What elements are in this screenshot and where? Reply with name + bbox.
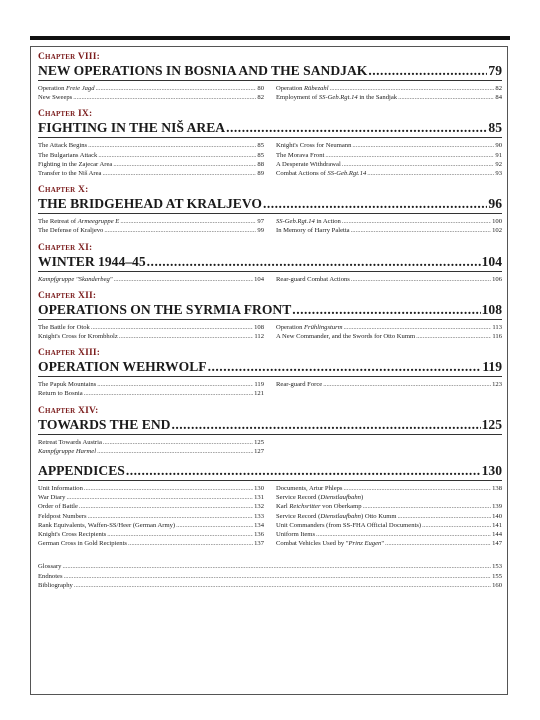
toc-entry[interactable] xyxy=(276,84,502,93)
dot-leader xyxy=(120,217,256,226)
chapter-title: TOWARDS THE END xyxy=(38,416,171,432)
entry-title: A Desperate Withdrawal xyxy=(276,160,341,168)
entry-page-number: 147 xyxy=(492,540,502,548)
entry-page-number: 92 xyxy=(495,160,502,168)
chapter-title-row[interactable] xyxy=(38,196,502,212)
toc-entry[interactable] xyxy=(276,502,502,511)
toc-entry[interactable] xyxy=(38,275,264,284)
dot-leader xyxy=(119,332,254,341)
chapter-section xyxy=(38,185,502,235)
entry-page-number: 106 xyxy=(492,275,502,283)
toc-entry[interactable] xyxy=(38,484,264,493)
entry-page-number: 119 xyxy=(254,381,264,389)
entry-title: The Defense of Kraljevo xyxy=(38,227,104,235)
entry-page-number: 85 xyxy=(257,151,264,159)
dot-leader xyxy=(351,275,491,284)
dot-leader xyxy=(96,84,257,93)
toc-entry[interactable] xyxy=(38,323,264,332)
chapter-section xyxy=(38,406,502,456)
chapter-title: NEW OPERATIONS IN BOSNIA AND THE SANDJAK xyxy=(38,63,368,78)
chapter-label: Chapter X: xyxy=(38,185,89,196)
toc-entry[interactable] xyxy=(38,93,264,102)
toc-entry[interactable] xyxy=(276,151,502,160)
chapter-page-number: 85 xyxy=(488,120,502,136)
chapter-title: APPENDICES xyxy=(38,463,125,479)
entry-title: Feldpost Numbers xyxy=(38,512,87,520)
entry-page-number: 160 xyxy=(492,581,502,589)
toc-entry[interactable] xyxy=(38,562,502,571)
dot-leader xyxy=(292,302,480,318)
chapter-entries xyxy=(38,84,502,102)
entry-title: A New Commander, and the Swords for Otto Kumm xyxy=(276,333,416,341)
chapter-divider xyxy=(38,319,502,320)
entry-page-number: 132 xyxy=(254,503,264,511)
chapter-title-row[interactable] xyxy=(38,463,502,479)
entry-page-number: 136 xyxy=(254,531,264,539)
back-matter xyxy=(38,562,502,590)
dot-leader xyxy=(147,254,481,270)
entries-column-left xyxy=(38,380,264,398)
dot-leader xyxy=(171,417,480,433)
entry-page-number: 90 xyxy=(495,142,502,150)
entry-title: Retreat Towards Austria xyxy=(38,438,102,446)
entry-title: Knight's Cross for Krombholz xyxy=(38,333,118,341)
chapter-section xyxy=(38,463,502,548)
toc-entry[interactable] xyxy=(38,493,264,502)
chapter-divider xyxy=(38,137,502,138)
toc-entry[interactable] xyxy=(38,169,264,178)
entries-column-left xyxy=(38,217,264,235)
dot-leader xyxy=(398,512,492,521)
chapter-divider xyxy=(38,80,502,81)
entries-column-right xyxy=(276,84,502,102)
entry-title: Glossary xyxy=(38,563,62,571)
toc-entry[interactable] xyxy=(38,332,264,341)
toc-entry[interactable] xyxy=(38,226,264,235)
entry-title: Rank Equivalents, Waffen-SS/Heer (German Army) xyxy=(38,521,176,529)
entries-column-left xyxy=(38,438,264,456)
chapter-title: WINTER 1944–45 xyxy=(38,253,146,269)
chapter-section xyxy=(38,109,502,178)
entry-title: Operation Frühlingsturm xyxy=(276,323,343,331)
dot-leader xyxy=(352,141,494,150)
entry-title: The Retreat of Armeegruppe E xyxy=(38,218,120,226)
dot-leader xyxy=(398,93,494,102)
dot-leader xyxy=(66,493,253,502)
entry-page-number: 123 xyxy=(492,381,502,389)
entry-title: The Attack Begins xyxy=(38,142,88,150)
toc-entry[interactable] xyxy=(38,160,264,169)
dot-leader xyxy=(62,562,491,571)
entry-title: Combat Vehicles Used by "Prinz Eugen" xyxy=(276,540,385,548)
toc-entry[interactable] xyxy=(38,389,264,398)
entry-title: Transfer to the Niš Area xyxy=(38,170,102,178)
entry-page-number: 102 xyxy=(492,227,502,235)
entry-title: Knight's Cross for Neumann xyxy=(276,142,352,150)
entry-title: German Cross in Gold Recipients xyxy=(38,540,128,548)
chapter-divider xyxy=(38,271,502,272)
entries-column-left xyxy=(38,275,264,284)
entries-column-left xyxy=(38,484,264,548)
toc-entry[interactable] xyxy=(38,502,264,511)
chapter-title: THE BRIDGEHEAD AT KRALJEVO xyxy=(38,196,262,212)
entry-page-number: 113 xyxy=(492,323,502,331)
entry-page-number: 89 xyxy=(257,170,264,178)
dot-leader xyxy=(316,530,491,539)
entry-page-number: 139 xyxy=(492,503,502,511)
entry-page-number: 155 xyxy=(492,572,502,580)
chapter-entries xyxy=(38,323,502,341)
entry-title: The Battle for Otok xyxy=(38,323,90,331)
entry-title: Employment of SS-Geb.Rgt.14 in the Sandjak xyxy=(276,94,398,102)
entry-page-number: 88 xyxy=(257,160,264,168)
entry-title: SS-Geb.Rgt.14 in Action xyxy=(276,218,341,226)
toc-entry[interactable] xyxy=(276,323,502,332)
chapter-title-row[interactable] xyxy=(38,63,502,79)
entry-title: Uniform Items xyxy=(276,531,316,539)
entry-page-number: 104 xyxy=(254,275,264,283)
chapter-page-number: 108 xyxy=(481,301,502,317)
toc-entry[interactable] xyxy=(38,447,264,456)
toc-entry[interactable] xyxy=(276,484,502,493)
toc-entry[interactable] xyxy=(276,217,502,226)
entry-title: The Morava Front xyxy=(276,151,325,159)
toc-entry[interactable] xyxy=(38,530,264,539)
entry-page-number: 100 xyxy=(492,218,502,226)
toc-entry[interactable] xyxy=(276,380,502,389)
chapter-divider xyxy=(38,213,502,214)
entries-column-right xyxy=(276,323,502,341)
entry-page-number: 116 xyxy=(492,333,502,341)
toc-entry[interactable] xyxy=(38,217,264,226)
toc-entry[interactable] xyxy=(38,438,264,447)
toc-entry[interactable] xyxy=(276,160,502,169)
chapter-page-number: 119 xyxy=(482,359,502,375)
dot-leader xyxy=(342,160,495,169)
dot-leader xyxy=(102,169,256,178)
entries-column-left xyxy=(38,323,264,341)
dot-leader xyxy=(104,226,256,235)
chapter-title-row[interactable] xyxy=(38,359,502,375)
dot-leader xyxy=(98,151,256,160)
dot-leader xyxy=(422,521,491,530)
entry-page-number: 141 xyxy=(492,521,502,529)
toc-entry[interactable] xyxy=(276,530,502,539)
entries-column-right xyxy=(276,438,502,456)
dot-leader xyxy=(103,438,253,447)
entry-title: War Diary xyxy=(38,494,66,502)
entry-title: Unit Information xyxy=(38,485,83,493)
entry-title: Unit Commanders (from SS-FHA Official Documents) xyxy=(276,521,422,529)
dot-leader xyxy=(367,169,494,178)
dot-leader xyxy=(363,502,492,511)
entry-title: Rear-guard Force xyxy=(276,381,323,389)
toc-entry[interactable] xyxy=(276,141,502,150)
entry-title: Documents, Artur Phleps xyxy=(276,485,343,493)
dot-leader xyxy=(84,484,253,493)
chapter-entries xyxy=(38,484,502,548)
dot-leader xyxy=(323,380,491,389)
dot-leader xyxy=(113,160,256,169)
toc-entry[interactable] xyxy=(38,512,264,521)
dot-leader xyxy=(114,275,254,284)
dot-leader xyxy=(88,512,254,521)
entry-title: Kampfgruppe Harmel xyxy=(38,447,97,455)
entries-column-right xyxy=(276,141,502,178)
dot-leader xyxy=(342,217,491,226)
chapter-divider xyxy=(38,480,502,481)
dot-leader xyxy=(343,323,491,332)
entry-title: Endnotes xyxy=(38,572,63,580)
dot-leader xyxy=(351,226,492,235)
chapter-page-number: 96 xyxy=(488,196,502,212)
toc-entry[interactable] xyxy=(38,141,264,150)
entry-page-number: 84 xyxy=(495,94,502,102)
entry-page-number: 99 xyxy=(257,227,264,235)
entry-title: Service Record (Dienstlaufbahn) Otto Kumm xyxy=(276,512,397,520)
entries-column-left xyxy=(38,141,264,178)
dot-leader xyxy=(343,484,491,493)
chapter-label: Chapter XII: xyxy=(38,290,97,301)
entry-page-number: 121 xyxy=(254,390,264,398)
entry-title: Order of Battle xyxy=(38,503,78,511)
chapter-entries xyxy=(38,438,502,456)
entry-title: Operation Freie Jagd xyxy=(38,85,95,92)
entry-page-number: 131 xyxy=(254,494,264,502)
toc-entry[interactable] xyxy=(276,93,502,102)
chapter-section xyxy=(38,243,502,284)
toc-entry[interactable] xyxy=(38,84,264,93)
entry-page-number: 138 xyxy=(492,485,502,493)
dot-leader xyxy=(88,141,256,150)
dot-leader xyxy=(107,530,253,539)
chapter-divider xyxy=(38,434,502,435)
toc-entry[interactable] xyxy=(38,151,264,160)
toc-entry[interactable] xyxy=(38,521,264,530)
toc-entry[interactable] xyxy=(38,539,264,548)
toc-entry[interactable] xyxy=(276,521,502,530)
top-rule xyxy=(30,36,510,40)
entry-page-number: 85 xyxy=(257,142,264,150)
entry-page-number: 153 xyxy=(492,563,502,571)
chapter-page-number: 130 xyxy=(481,463,502,479)
entries-column-right xyxy=(276,275,502,284)
chapter-label: Chapter IX: xyxy=(38,109,93,120)
entry-page-number: 144 xyxy=(492,531,502,539)
entry-page-number: 130 xyxy=(254,485,264,493)
dot-leader xyxy=(368,63,487,79)
chapter-title-row[interactable] xyxy=(38,254,502,270)
chapter-label: Chapter XIII: xyxy=(38,348,101,359)
chapter-title: FIGHTING IN THE NIŠ AREA xyxy=(38,120,226,136)
chapter-title-row[interactable] xyxy=(38,417,502,433)
dot-leader xyxy=(126,463,481,479)
entry-page-number: 127 xyxy=(254,447,264,455)
chapter-label: Chapter XIV: xyxy=(38,405,99,416)
chapter-title-row[interactable] xyxy=(38,302,502,318)
chapter-page-number: 104 xyxy=(481,253,502,269)
dot-leader xyxy=(91,323,253,332)
entry-title: Return to Bosnia xyxy=(38,390,83,398)
chapter-title-row[interactable] xyxy=(38,120,502,136)
dot-leader xyxy=(208,359,482,375)
entry-title: Operation Rübezahl xyxy=(276,85,329,92)
entry-title: Combat Actions of SS-Geb.Rgt.14 xyxy=(276,170,367,178)
entry-page-number: 134 xyxy=(254,521,264,529)
chapter-title: OPERATIONS ON THE SYRMIA FRONT xyxy=(38,301,292,317)
entry-page-number: 82 xyxy=(495,85,502,92)
dot-leader xyxy=(79,502,253,511)
entry-page-number: 93 xyxy=(495,170,502,178)
chapter-entries xyxy=(38,380,502,398)
entry-title: Knight's Cross Recipients xyxy=(38,531,107,539)
dot-leader xyxy=(64,572,492,581)
dot-leader xyxy=(97,380,253,389)
entries-column-right xyxy=(276,380,502,398)
chapter-title: OPERATION WEHRWOLF xyxy=(38,359,207,375)
entry-title: Kampfgruppe "Skanderbeg" xyxy=(38,275,113,283)
entry-title: Fighting in the Zajecar Area xyxy=(38,160,113,168)
dot-leader xyxy=(73,93,256,102)
entry-title: Bibliography xyxy=(38,581,73,589)
toc-entry[interactable] xyxy=(276,226,502,235)
entry-title: The Bulgarians Attack xyxy=(38,151,98,159)
dot-leader xyxy=(176,521,253,530)
entry-page-number: 80 xyxy=(257,85,264,92)
toc-entry[interactable] xyxy=(276,332,502,341)
entry-page-number: 82 xyxy=(257,94,264,102)
dot-leader xyxy=(74,581,491,590)
dot-leader xyxy=(325,151,494,160)
chapter-divider xyxy=(38,376,502,377)
dot-leader xyxy=(84,389,253,398)
chapter-section xyxy=(38,52,502,102)
dot-leader xyxy=(263,196,487,212)
entries-column-right xyxy=(276,484,502,548)
entry-page-number: 112 xyxy=(254,333,264,341)
entry-title: New Sweeps xyxy=(38,94,73,102)
dot-leader xyxy=(416,332,491,341)
toc-entry[interactable] xyxy=(38,380,264,389)
toc-entry[interactable] xyxy=(38,572,502,581)
chapter-page-number: 125 xyxy=(481,416,502,432)
chapter-label: Chapter VIII: xyxy=(38,52,100,62)
chapter-entries xyxy=(38,141,502,178)
toc-entry[interactable] xyxy=(276,275,502,284)
toc-entry[interactable] xyxy=(276,512,502,521)
chapter-section xyxy=(38,348,502,398)
entries-column-left xyxy=(38,84,264,102)
dot-leader xyxy=(128,539,253,548)
chapter-section xyxy=(38,291,502,341)
entry-page-number: 97 xyxy=(257,218,264,226)
entry-page-number: 91 xyxy=(495,151,502,159)
entry-page-number: 140 xyxy=(492,512,502,520)
dot-leader xyxy=(330,84,495,93)
entry-title: Rear-guard Combat Actions xyxy=(276,275,350,283)
entry-page-number: 137 xyxy=(254,540,264,548)
chapter-label: Chapter XI: xyxy=(38,242,93,253)
toc-entry[interactable] xyxy=(276,169,502,178)
entries-column-right xyxy=(276,217,502,235)
entry-title: Karl Reichsritter von Oberkamp xyxy=(276,503,362,511)
entry-page-number: 108 xyxy=(254,323,264,331)
entry-title: The Papuk Mountains xyxy=(38,381,97,389)
toc-entry[interactable] xyxy=(276,493,502,502)
entry-page-number: 133 xyxy=(254,512,264,520)
dot-leader xyxy=(385,539,491,548)
dot-leader xyxy=(97,447,253,456)
toc-entry[interactable] xyxy=(38,581,502,590)
table-of-contents xyxy=(38,52,502,590)
entry-title: Service Record (Dienstlaufbahn) xyxy=(276,494,364,502)
entry-title: In Memory of Harry Paletta xyxy=(276,227,350,235)
chapter-page-number: 79 xyxy=(488,63,502,78)
dot-leader xyxy=(226,120,487,136)
toc-entry[interactable] xyxy=(276,539,502,548)
chapter-entries xyxy=(38,217,502,235)
chapter-entries xyxy=(38,275,502,284)
entry-page-number: 125 xyxy=(254,438,264,446)
